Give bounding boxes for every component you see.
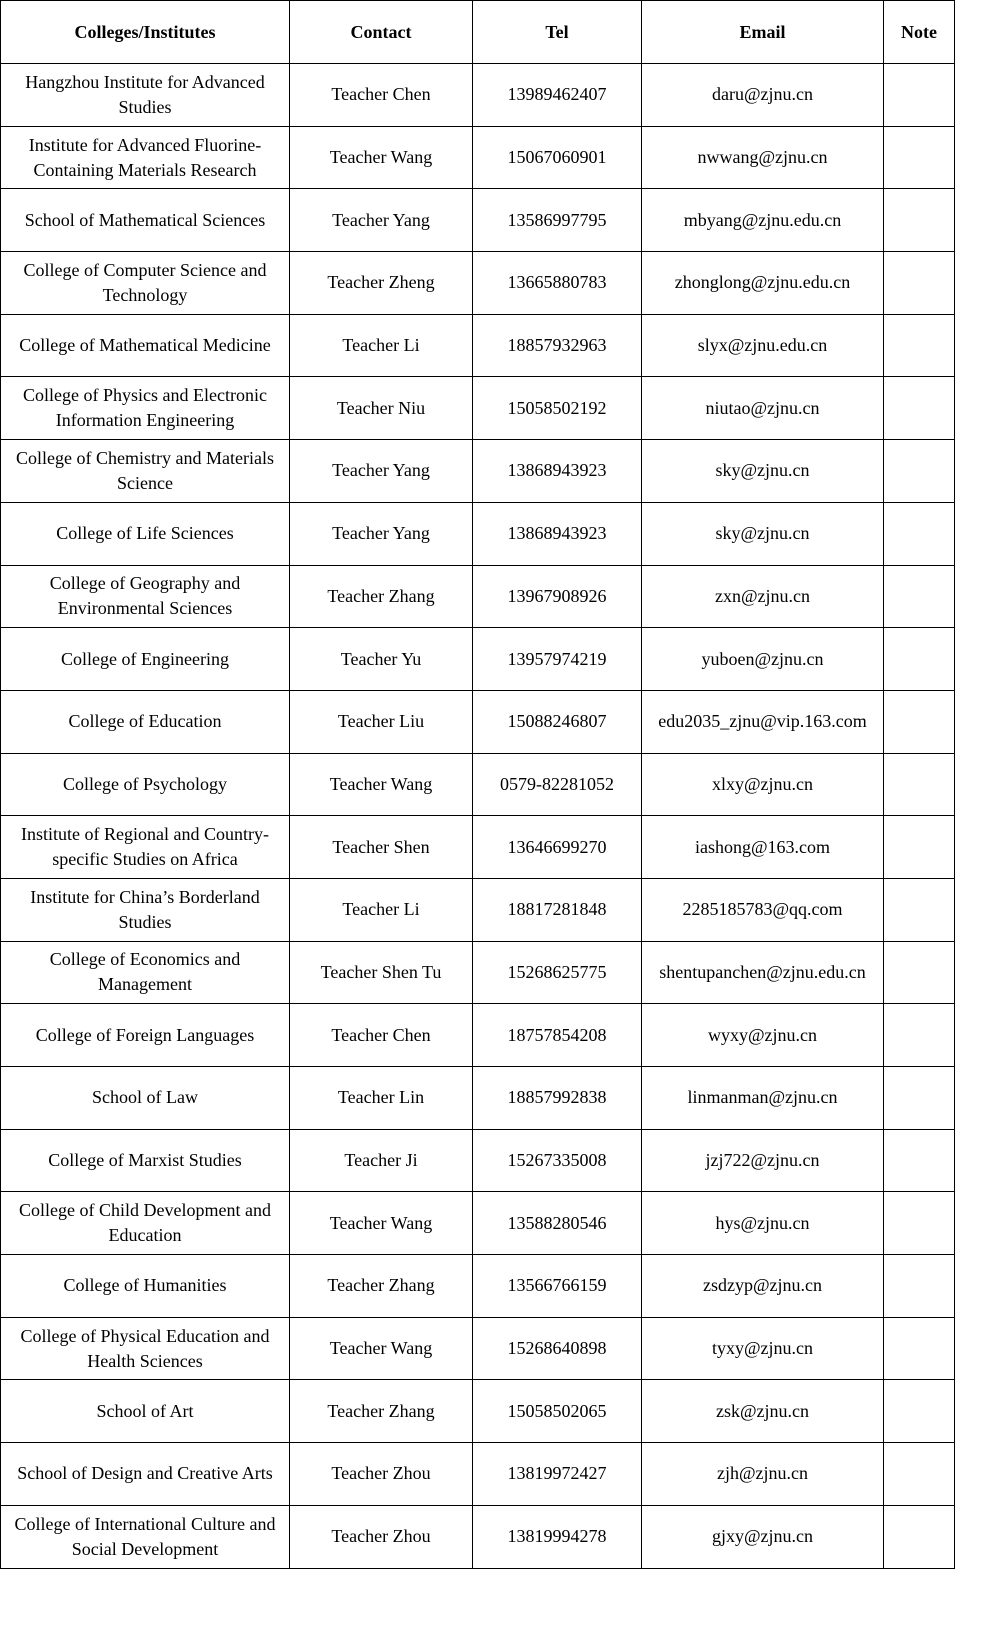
cell-note xyxy=(884,565,955,628)
cell-contact: Teacher Zhou xyxy=(290,1443,473,1506)
table-row xyxy=(1,1255,955,1318)
cell-tel: 13586997795 xyxy=(473,189,642,252)
cell-email: slyx@zjnu.edu.cn xyxy=(642,314,884,377)
cell-email: sky@zjnu.cn xyxy=(642,440,884,503)
cell-contact: Teacher Lin xyxy=(290,1067,473,1130)
table-row xyxy=(1,1192,955,1255)
cell-college: College of Life Sciences xyxy=(1,502,290,565)
cell-email: zsdzyp@zjnu.cn xyxy=(642,1255,884,1318)
cell-college: School of Mathematical Sciences xyxy=(1,189,290,252)
cell-note xyxy=(884,1004,955,1067)
cell-tel: 13819972427 xyxy=(473,1443,642,1506)
cell-email: zhonglong@zjnu.edu.cn xyxy=(642,252,884,315)
cell-note xyxy=(884,440,955,503)
table-row xyxy=(1,1129,955,1192)
table-row xyxy=(1,628,955,691)
cell-email: zjh@zjnu.cn xyxy=(642,1443,884,1506)
cell-college: College of Humanities xyxy=(1,1255,290,1318)
table-row xyxy=(1,1380,955,1443)
cell-tel: 15058502192 xyxy=(473,377,642,440)
cell-note xyxy=(884,189,955,252)
cell-college: College of Child Development and Education xyxy=(1,1192,290,1255)
cell-email: jzj722@zjnu.cn xyxy=(642,1129,884,1192)
cell-contact: Teacher Li xyxy=(290,878,473,941)
cell-note xyxy=(884,126,955,189)
cell-tel: 18857932963 xyxy=(473,314,642,377)
cell-college: College of Mathematical Medicine xyxy=(1,314,290,377)
cell-email: nwwang@zjnu.cn xyxy=(642,126,884,189)
cell-email: mbyang@zjnu.edu.cn xyxy=(642,189,884,252)
table-row xyxy=(1,502,955,565)
cell-college: College of Chemistry and Materials Science xyxy=(1,440,290,503)
cell-contact: Teacher Chen xyxy=(290,64,473,127)
cell-college: Institute of Regional and Country-specific Studies on Africa xyxy=(1,816,290,879)
table-row xyxy=(1,878,955,941)
cell-tel: 18857992838 xyxy=(473,1067,642,1130)
cell-email: xlxy@zjnu.cn xyxy=(642,753,884,816)
cell-contact: Teacher Yu xyxy=(290,628,473,691)
table-row xyxy=(1,941,955,1004)
cell-college: College of Marxist Studies xyxy=(1,1129,290,1192)
cell-note xyxy=(884,753,955,816)
table-row xyxy=(1,189,955,252)
cell-email: tyxy@zjnu.cn xyxy=(642,1317,884,1380)
cell-email: wyxy@zjnu.cn xyxy=(642,1004,884,1067)
cell-college: School of Design and Creative Arts xyxy=(1,1443,290,1506)
cell-contact: Teacher Wang xyxy=(290,1192,473,1255)
cell-college: College of Engineering xyxy=(1,628,290,691)
cell-college: School of Art xyxy=(1,1380,290,1443)
header-contact: Contact xyxy=(290,1,473,64)
cell-tel: 13819994278 xyxy=(473,1505,642,1568)
cell-note xyxy=(884,628,955,691)
cell-tel: 13665880783 xyxy=(473,252,642,315)
table-row xyxy=(1,565,955,628)
cell-college: Institute for Advanced Fluorine-Containing Materials Research xyxy=(1,126,290,189)
table-row xyxy=(1,64,955,127)
header-note: Note xyxy=(884,1,955,64)
table-row xyxy=(1,753,955,816)
cell-tel: 13957974219 xyxy=(473,628,642,691)
cell-email: linmanman@zjnu.cn xyxy=(642,1067,884,1130)
table-row xyxy=(1,1067,955,1130)
cell-contact: Teacher Yang xyxy=(290,189,473,252)
table-row xyxy=(1,1443,955,1506)
table-row xyxy=(1,1317,955,1380)
cell-tel: 15067060901 xyxy=(473,126,642,189)
cell-note xyxy=(884,377,955,440)
header-row xyxy=(1,1,955,64)
cell-tel: 13566766159 xyxy=(473,1255,642,1318)
cell-tel: 0579-82281052 xyxy=(473,753,642,816)
cell-contact: Teacher Wang xyxy=(290,126,473,189)
cell-contact: Teacher Shen Tu xyxy=(290,941,473,1004)
cell-contact: Teacher Wang xyxy=(290,753,473,816)
table-row xyxy=(1,126,955,189)
header-email: Email xyxy=(642,1,884,64)
cell-contact: Teacher Wang xyxy=(290,1317,473,1380)
cell-email: hys@zjnu.cn xyxy=(642,1192,884,1255)
cell-tel: 15268625775 xyxy=(473,941,642,1004)
cell-college: College of Psychology xyxy=(1,753,290,816)
cell-contact: Teacher Zhang xyxy=(290,1380,473,1443)
cell-note xyxy=(884,1443,955,1506)
cell-contact: Teacher Zhang xyxy=(290,565,473,628)
cell-email: 2285185783@qq.com xyxy=(642,878,884,941)
header-tel: Tel xyxy=(473,1,642,64)
cell-college: College of Physical Education and Health Sciences xyxy=(1,1317,290,1380)
table-body xyxy=(1,64,955,1569)
cell-email: zxn@zjnu.cn xyxy=(642,565,884,628)
cell-tel: 18757854208 xyxy=(473,1004,642,1067)
cell-note xyxy=(884,1192,955,1255)
cell-email: daru@zjnu.cn xyxy=(642,64,884,127)
table-row xyxy=(1,377,955,440)
cell-note xyxy=(884,1255,955,1318)
cell-tel: 15058502065 xyxy=(473,1380,642,1443)
cell-note xyxy=(884,690,955,753)
cell-tel: 13967908926 xyxy=(473,565,642,628)
cell-tel: 13588280546 xyxy=(473,1192,642,1255)
cell-email: yuboen@zjnu.cn xyxy=(642,628,884,691)
cell-note xyxy=(884,64,955,127)
cell-note xyxy=(884,878,955,941)
table-row xyxy=(1,314,955,377)
table-header xyxy=(1,1,955,64)
cell-email: gjxy@zjnu.cn xyxy=(642,1505,884,1568)
cell-email: niutao@zjnu.cn xyxy=(642,377,884,440)
cell-tel: 13646699270 xyxy=(473,816,642,879)
cell-note xyxy=(884,502,955,565)
cell-contact: Teacher Chen xyxy=(290,1004,473,1067)
cell-tel: 15267335008 xyxy=(473,1129,642,1192)
cell-contact: Teacher Zhou xyxy=(290,1505,473,1568)
table-row xyxy=(1,690,955,753)
table-row xyxy=(1,252,955,315)
cell-contact: Teacher Shen xyxy=(290,816,473,879)
cell-contact: Teacher Yang xyxy=(290,502,473,565)
cell-note xyxy=(884,1380,955,1443)
cell-contact: Teacher Yang xyxy=(290,440,473,503)
cell-contact: Teacher Liu xyxy=(290,690,473,753)
cell-college: College of Economics and Management xyxy=(1,941,290,1004)
cell-note xyxy=(884,1129,955,1192)
cell-contact: Teacher Niu xyxy=(290,377,473,440)
cell-email: edu2035_zjnu@vip.163.com xyxy=(642,690,884,753)
cell-note xyxy=(884,252,955,315)
cell-tel: 15268640898 xyxy=(473,1317,642,1380)
cell-tel: 18817281848 xyxy=(473,878,642,941)
cell-contact: Teacher Li xyxy=(290,314,473,377)
cell-email: sky@zjnu.cn xyxy=(642,502,884,565)
cell-note xyxy=(884,816,955,879)
cell-contact: Teacher Ji xyxy=(290,1129,473,1192)
table-row xyxy=(1,440,955,503)
cell-college: College of Foreign Languages xyxy=(1,1004,290,1067)
cell-note xyxy=(884,314,955,377)
cell-note xyxy=(884,941,955,1004)
cell-college: Hangzhou Institute for Advanced Studies xyxy=(1,64,290,127)
cell-college: College of Computer Science and Technology xyxy=(1,252,290,315)
cell-tel: 13868943923 xyxy=(473,440,642,503)
cell-college: College of Geography and Environmental Sciences xyxy=(1,565,290,628)
cell-tel: 13989462407 xyxy=(473,64,642,127)
cell-tel: 13868943923 xyxy=(473,502,642,565)
cell-email: shentupanchen@zjnu.edu.cn xyxy=(642,941,884,1004)
table-row xyxy=(1,816,955,879)
cell-tel: 15088246807 xyxy=(473,690,642,753)
cell-contact: Teacher Zheng xyxy=(290,252,473,315)
cell-note xyxy=(884,1317,955,1380)
cell-college: College of Physics and Electronic Information Engineering xyxy=(1,377,290,440)
cell-email: iashong@163.com xyxy=(642,816,884,879)
cell-college: College of International Culture and Social Development xyxy=(1,1505,290,1568)
table-row xyxy=(1,1004,955,1067)
header-college: Colleges/Institutes xyxy=(1,1,290,64)
cell-note xyxy=(884,1505,955,1568)
cell-college: College of Education xyxy=(1,690,290,753)
cell-college: School of Law xyxy=(1,1067,290,1130)
cell-college: Institute for China’s Borderland Studies xyxy=(1,878,290,941)
cell-note xyxy=(884,1067,955,1130)
cell-contact: Teacher Zhang xyxy=(290,1255,473,1318)
table-row xyxy=(1,1505,955,1568)
cell-email: zsk@zjnu.cn xyxy=(642,1380,884,1443)
